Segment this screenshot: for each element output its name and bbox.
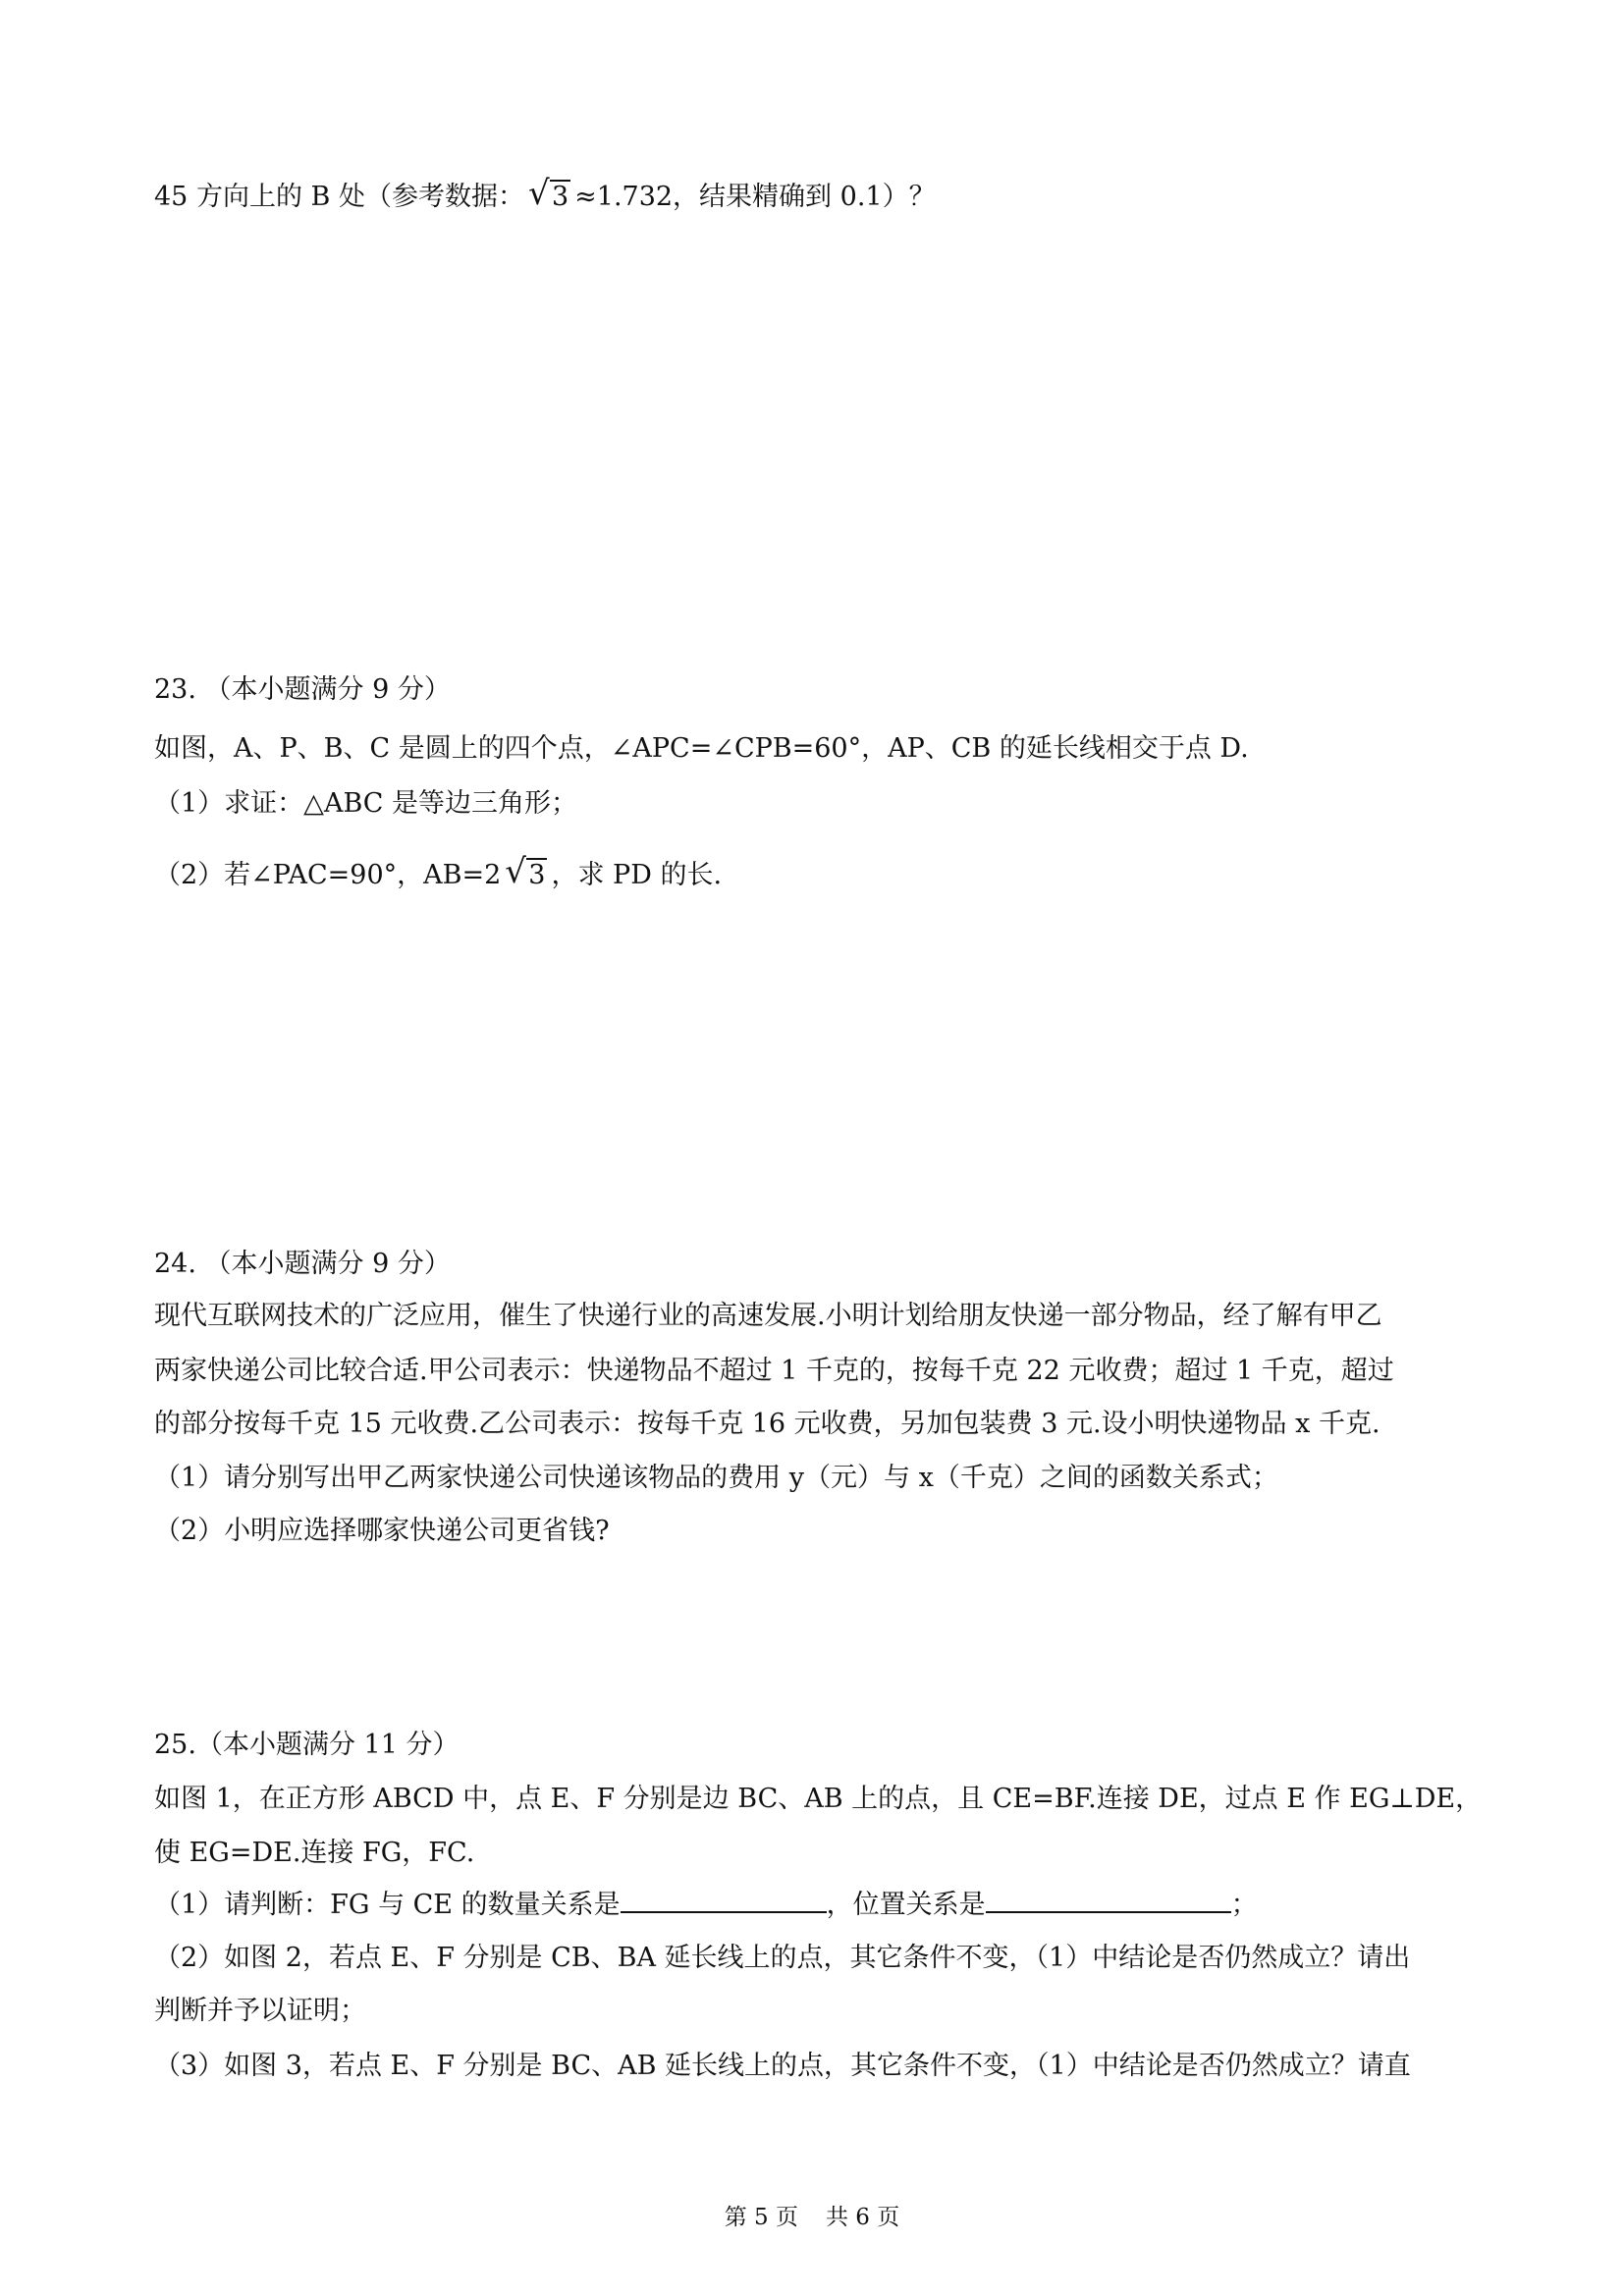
sqrt-expression: [505, 852, 547, 893]
q24-part1: （1）请分别写出甲乙两家快递公司快递该物品的费用 y（元）与 x（千克）之间的函数关系式；: [154, 1463, 1278, 1493]
answer-blank-position[interactable]: [986, 1888, 1231, 1913]
q22-tail-before: 45 方向上的 B 处（参考数据：: [154, 182, 524, 212]
q24-line3: 的部分按每千克 15 元收费.乙公司表示：按每千克 16 元收费，另加包装费 3 元.设小明快递物品 x 千克.: [154, 1409, 1380, 1439]
page-number: 第 5 页: [724, 2205, 798, 2230]
radical-sign: √: [505, 852, 526, 891]
radical-sign: √: [527, 174, 550, 213]
sqrt-radicand: 3: [551, 182, 569, 212]
q25-part1-b: ，位置关系是: [826, 1890, 986, 1920]
q25-header: 25.（本小题满分 11 分）: [154, 1730, 460, 1760]
q22-tail-line: [154, 174, 936, 215]
q23-header: 23. （本小题满分 9 分）: [154, 674, 451, 705]
q24-line1: 现代互联网技术的广泛应用，催生了快递行业的高速发展.小明计划给朋友快递一部分物品，经了解有甲乙: [154, 1301, 1382, 1331]
q25-part1-a: （1）请判断：FG 与 CE 的数量关系是: [154, 1890, 621, 1920]
q23-part2-after: ，求 PD 的长.: [551, 860, 723, 890]
q24-header: 24. （本小题满分 9 分）: [154, 1249, 451, 1279]
page-total: 共 6 页: [826, 2205, 900, 2230]
page-footer: [0, 2203, 1624, 2232]
q23-part2-before: （2）若∠PAC=90°，AB=2: [154, 860, 502, 890]
q23-stem: 如图，A、P、B、C 是圆上的四个点，∠APC=∠CPB=60°，AP、CB 的延长线相交于点 D.: [154, 733, 1249, 764]
q25-part3-line1: （3）如图 3，若点 E、F 分别是 BC、AB 延长线上的点，其它条件不变，（1）中结论是否仍然成立？请直: [154, 2051, 1411, 2081]
q25-part2-line2: 判断并予以证明；: [154, 1996, 366, 2026]
q24-part2: （2）小明应选择哪家快递公司更省钱?: [154, 1516, 610, 1546]
q25-line1: 如图 1，在正方形 ABCD 中，点 E、F 分别是边 BC、AB 上的点，且 CE=BF.连接 DE，过点 E 作 EG⊥DE，: [154, 1784, 1483, 1814]
q25-part1: [154, 1888, 1258, 1923]
sqrt-radicand: 3: [528, 860, 546, 890]
q25-part1-c: ；: [1230, 1890, 1258, 1920]
q25-part2-line1: （2）如图 2，若点 E、F 分别是 CB、BA 延长线上的点，其它条件不变，（1）中结论是否仍然成立？请出: [154, 1943, 1411, 1973]
q23-part1: （1）求证：△ABC 是等边三角形；: [154, 788, 578, 819]
q25-line2: 使 EG=DE.连接 FG，FC.: [154, 1838, 475, 1868]
q23-part2: [154, 852, 723, 893]
answer-blank-quantity[interactable]: [621, 1888, 827, 1913]
q22-tail-after: ≈1.732，结果精确到 0.1）？: [574, 182, 936, 212]
sqrt-expression: [527, 174, 570, 215]
q24-line2: 两家快递公司比较合适.甲公司表示：快递物品不超过 1 千克的，按每千克 22 元收费；超过 1 千克，超过: [154, 1356, 1394, 1386]
